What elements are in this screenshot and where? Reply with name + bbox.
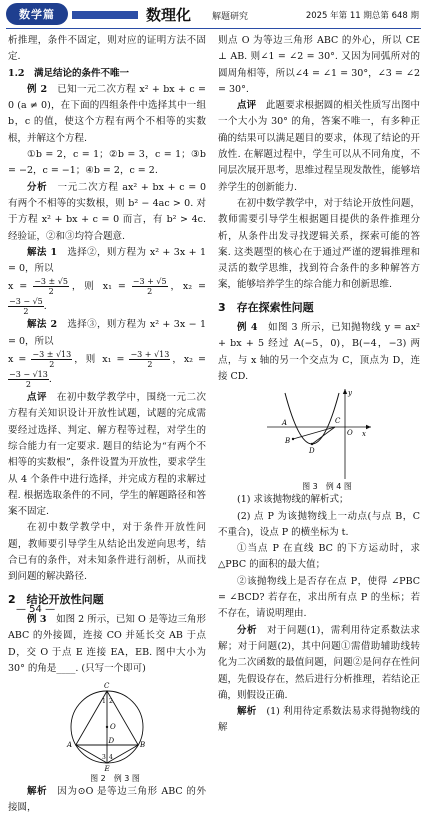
comment (8, 390, 206, 520)
label-o: O (110, 723, 116, 732)
solution-label: 解法 1 (27, 246, 58, 258)
angle-label-4: 4 (109, 754, 113, 762)
fraction (8, 370, 49, 389)
label-a: A (67, 741, 73, 750)
angle-label-3: 3 (102, 754, 106, 762)
formula-text: . (43, 301, 47, 313)
example-label: 例 4 (237, 322, 258, 334)
fraction (8, 297, 44, 316)
solution-text: (1) 利用待定系数法易求得抛物线的解 (218, 706, 420, 734)
label-a: A (282, 419, 288, 428)
label-c: C (104, 682, 110, 691)
question-2: (2) 点 P 为该抛物线上一动点(与点 B，C 不重合)，设点 P 的横坐标为 t. (218, 510, 420, 538)
angle-label-1: 1 (102, 698, 106, 706)
section-heading: 3 存在探索性问题 (218, 300, 314, 314)
question-1: (1) 求该抛物线的解析式； (237, 494, 349, 506)
page-number: — 54 — (16, 604, 56, 615)
numerator: −3 ± √5 (34, 277, 68, 287)
analysis-label: 分析 (237, 624, 257, 636)
solution-1-formula (8, 277, 206, 317)
angle-label-2: 2 (109, 698, 113, 706)
fraction (33, 277, 69, 296)
formula-text: ，x₂ = (167, 281, 206, 293)
solution-1 (8, 245, 206, 278)
solution-label: 解析 (27, 786, 48, 798)
fraction (132, 277, 168, 296)
denominator: 2 (147, 287, 153, 297)
section-logo (6, 3, 68, 25)
comment-text: 此题要求根据圆的相关性质写出图中一个大小为 30° 的角，答案不唯一，有多种正确的结果可以满足题目的要求，体现了结论的开放性. 在解题过程中，学生可以从不同角度，不同层次展开思考，思维过程呈现发散性，能够培养学生的创新能力. (218, 100, 420, 193)
solution-text: 选择②，则方程为 x² + 3x + 1 = 0，所以 (8, 246, 206, 275)
analysis-label: 分析 (27, 181, 48, 193)
example-text: 如图 2 所示，已知 O 是等边三角形 ABC 的外接圆，连接 CO 并延长交 AB 于点 D，交 O 于点 E 连接 EA，EB. 图中大小为 30° 的角是____. (只写一个即可) (8, 613, 206, 674)
label-b: B (140, 741, 146, 750)
parabola-curve (285, 393, 339, 444)
left-column (8, 33, 206, 817)
comment-text: 在初中数学教学中，围绕一元二次方程有关知识设计开放性试题，试题的完成需要经过选择、判定、解方程等过程，对学生的综合能力有一定要求. 题目的结论为“有两个不相等的实数根”，条件设置为开放性，要求学生从 4 个条件中进行选择，并完成方程的求解过程. 根据选取条件的不同，学生的解题路径和答案不固定. (8, 392, 206, 518)
label-c: C (335, 417, 341, 426)
denominator: 2 (48, 287, 54, 297)
label-d: D (309, 447, 315, 456)
fraction (31, 350, 72, 369)
figure-3-caption: 图 3 例 4 图 (302, 482, 352, 492)
point-d (311, 443, 313, 445)
paragraph: 在初中数学教学中，对于条件开放性问题，教师要引导学生从结论出发逆向思考，结合已有的条件，对未知条件进行剖析，从而找到问题的解决路径. (8, 522, 206, 583)
x-axis-arrow (366, 425, 371, 429)
example-label: 例 3 (27, 613, 47, 625)
paragraph: 析推理，条件不固定，则对应的证明方法不固定. (8, 35, 206, 63)
solution-2 (8, 317, 206, 350)
example-label: 例 2 (27, 83, 48, 95)
formula-text: . (48, 374, 52, 386)
formula-text: ，则 x₁ = (69, 281, 126, 293)
example-text: 如图 3 所示，已知抛物线 y = ax² + bx + 5 经过 A(−5，0)，B(−4，−3) 两点，与 x 轴的另一个交点为 C，顶点为 D，连接 CD. (218, 322, 420, 382)
numerator: −3 + √13 (130, 350, 170, 360)
y-axis-arrow (343, 389, 347, 394)
analysis-text: 对于问题(1)，需利用待定系数法求解；对于问题(2)，其中问题①需借助辅助线转化为二次函数的最值问题，问题②是问存在性问题，先假设存在，然后进行分析推理，若结论正确，则假设正确. (218, 624, 420, 701)
solution-label: 解法 2 (27, 319, 58, 331)
formula-text: x = (8, 281, 28, 293)
numerator: −3 ± √13 (32, 350, 72, 360)
comment-label: 点评 (27, 392, 47, 404)
subsection-heading: 1.2 满足结论的条件不唯一 (8, 67, 130, 79)
header-rule (6, 28, 421, 29)
center-point (106, 726, 108, 728)
issue-info: 2025 年第 11 期总第 648 期 (305, 11, 419, 21)
label-o: O (347, 429, 353, 438)
question-2b: ②该抛物线上是否存在点 P，使得 ∠PBC = ∠BCD? 若存在，求出所有点 P 的坐标；若不存在，请说明理由. (218, 575, 420, 620)
solution-2-formula (8, 350, 206, 390)
example-4 (218, 320, 420, 385)
solution-text: 因为⊙O 是等边三角形 ABC 的外接圆， (8, 786, 206, 814)
denominator: 2 (49, 360, 55, 370)
formula-text: x = (8, 354, 27, 366)
logo-text: 数学篇 (19, 8, 55, 21)
example-2 (8, 82, 206, 147)
formula-text: ，则 x₁ = (72, 354, 125, 366)
example-2-options: ①b = 2，c = 1；②b = 3，c = 1；③b = −2，c = −1；④b = 2，c = 2. (8, 149, 206, 177)
solution-label: 解析 (237, 706, 257, 718)
question-2a: ①当点 P 在直线 BC 的下方运动时，求△PBC 的面积的最大值； (218, 543, 420, 571)
paragraph: 在初中数学教学中，对于结论开放性问题，教师需要引导学生根据题目提供的条件推理分析，从条件出发寻找逻辑关系，探索可能的答案. 这类题型的核心在于通过严谨的逻辑推理和灵活的数学思维，找到符合条件的多种解答方案，能够培养学生的综合能力和创新思维. (218, 197, 420, 291)
figure-3-parabola-diagram (263, 385, 375, 481)
label-b: B (285, 437, 291, 446)
fraction (129, 350, 170, 369)
line-cd (312, 427, 335, 444)
numerator: −3 + √5 (132, 277, 167, 287)
point-b (292, 438, 294, 440)
label-e: E (104, 765, 110, 774)
solution (218, 704, 420, 737)
comment (218, 98, 420, 196)
numerator: −3 − √13 (9, 370, 48, 380)
analysis (8, 180, 206, 245)
page-header (0, 0, 427, 30)
analysis-text: 一元二次方程 ax² + bx + c = 0 有两个不相等的实数根，则 b² − 4ac > 0. 对于方程 x² + bx + c = 0 而言，有 b² > 4c. 经验证，②和③均符合题意. (8, 181, 206, 242)
section-heading: 2 结论开放性问题 (8, 592, 104, 606)
magazine-brand: 数理化 (146, 6, 192, 24)
right-column (218, 33, 420, 737)
label-y: y (348, 389, 352, 398)
example-text: 已知一元二次方程 x² + bx + c = 0 (a ≠ 0)，在下面的四组条件中选择其中一组 b，c 的值，使这个方程有两个不相等的实数根，并解这个方程. (8, 83, 206, 144)
denominator: 2 (25, 380, 31, 390)
header-accent-bar (72, 11, 138, 19)
solution-3 (8, 784, 206, 817)
paragraph: 则点 O 为等边三角形 ABC 的外心，所以 CE ⊥ AB. 则∠1 = ∠2 = 30°. 又因为同弧所对的圆周角相等，所以∠4 = ∠1 = 30°，∠3 = ∠2 = 30°. (218, 35, 420, 95)
figure-2-circle-diagram (59, 677, 155, 773)
label-x: x (362, 430, 366, 439)
denominator: 2 (23, 307, 29, 317)
section-title: 解题研究 (212, 12, 249, 22)
analysis (218, 623, 420, 704)
label-d: D (108, 737, 115, 746)
denominator: 2 (147, 360, 153, 370)
figure-2-caption: 图 2 例 3 图 (90, 774, 140, 784)
numerator: −3 − √5 (9, 297, 43, 307)
comment-label: 点评 (237, 100, 257, 112)
solution-text: 选择③，则方程为 x² + 3x − 1 = 0，所以 (8, 319, 206, 347)
formula-text: ，x₂ = (170, 354, 206, 366)
